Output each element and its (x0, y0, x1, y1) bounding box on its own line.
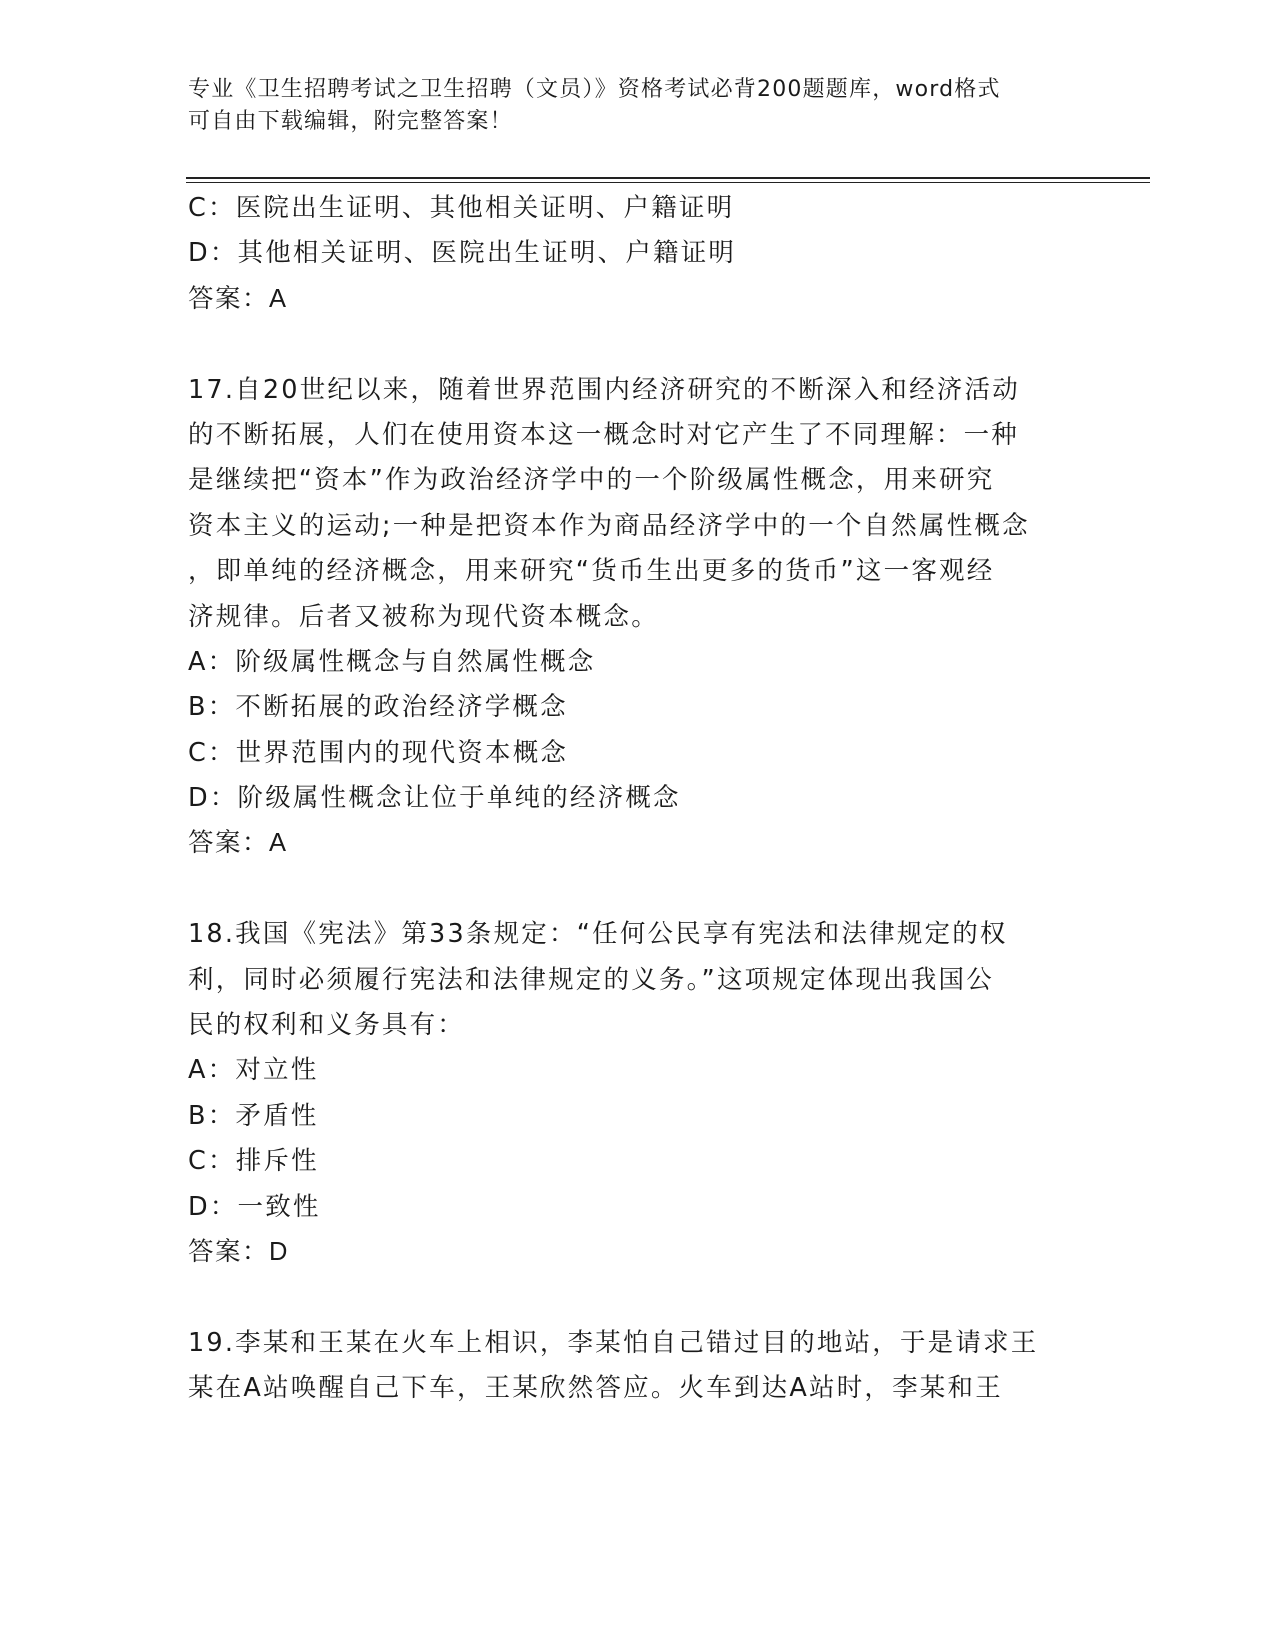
option-c: C：世界范围内的现代资本概念 (188, 737, 569, 768)
page-header (188, 74, 1068, 138)
question-17 (188, 368, 1088, 867)
option-a: A：阶级属性概念与自然属性概念 (188, 646, 596, 677)
header-title-line-1: 专业《卫生招聘考试之卫生招聘（文员）》资格考试必背200题题库，word格式 (188, 77, 1001, 102)
question-text-line: 某在A站唤醒自己下车，王某欣然答应。火车到达A站时，李某和王 (188, 1373, 1003, 1404)
question-text-line: 的不断拓展，人们在使用资本这一概念时对它产生了不同理解：一种 (188, 419, 1020, 450)
question-18 (188, 912, 1088, 1275)
question-text-line: 资本主义的运动;一种是把资本作为商品经济学中的一个自然属性概念 (188, 510, 1030, 541)
spacer (188, 867, 1088, 912)
question-text-line: 19.李某和王某在火车上相识，李某怕自己错过目的地站，于是请求王 (188, 1327, 1039, 1358)
document-body (188, 186, 1088, 1412)
question-16-tail (188, 186, 1088, 322)
header-divider-thin (186, 182, 1150, 183)
answer-line: 答案：D (188, 1237, 289, 1266)
question-text-line: 是继续把“资本”作为政治经济学中的一个阶级属性概念，用来研究 (188, 465, 995, 496)
question-text-line: 济规律。后者又被称为现代资本概念。 (188, 601, 659, 632)
question-text-line: 18.我国《宪法》第33条规定：“任何公民享有宪法和法律规定的权 (188, 919, 1008, 950)
option-d: D：一致性 (188, 1191, 321, 1222)
option-d: D：阶级属性概念让位于单纯的经济概念 (188, 783, 681, 814)
question-text-line: ，即单纯的经济概念，用来研究“货币生出更多的货币”这一客观经 (188, 556, 995, 587)
answer-line: 答案：A (188, 284, 288, 313)
spacer (188, 1275, 1088, 1320)
answer-line: 答案：A (188, 829, 288, 858)
option-d: D：其他相关证明、医院出生证明、户籍证明 (188, 238, 737, 269)
question-text-line: 利，同时必须履行宪法和法律规定的义务。”这项规定体现出我国公 (188, 964, 994, 995)
option-c: C：排斥性 (188, 1146, 319, 1177)
question-19 (188, 1321, 1088, 1412)
option-b: B：矛盾性 (188, 1100, 319, 1131)
question-text-line: 民的权利和义务具有： (188, 1010, 466, 1041)
spacer (188, 322, 1088, 367)
header-divider-thick (186, 177, 1150, 179)
option-a: A：对立性 (188, 1055, 319, 1086)
option-c: C：医院出生证明、其他相关证明、户籍证明 (188, 193, 735, 223)
question-text-line: 17.自20世纪以来，随着世界范围内经济研究的不断深入和经济活动 (188, 374, 1020, 405)
header-title-line-2: 可自由下载编辑，附完整答案！ (188, 109, 513, 134)
option-b: B：不断拓展的政治经济学概念 (188, 692, 568, 723)
